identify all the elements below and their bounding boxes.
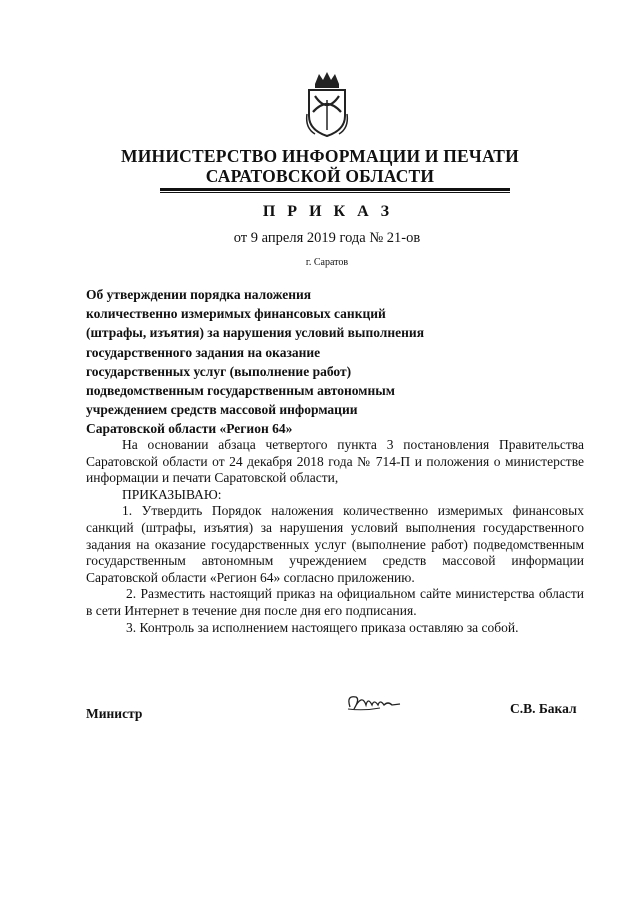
ministry-name-line1: МИНИСТЕРСТВО ИНФОРМАЦИИ И ПЕЧАТИ (121, 146, 519, 166)
subject-line: Саратовской области «Регион 64» (86, 421, 293, 437)
order-title: П Р И К А З (262, 203, 394, 220)
subject-line: количественно измеримых финансовых санкций (86, 306, 386, 322)
subject-line: подведомственным государственным автономным (86, 383, 395, 399)
order-item-1: 1. Утвердить Порядок наложения количественно измеримых финансовых санкций (штрафы, изъятия) за нарушения условий выполнения государственного задания на оказание государственных услуг (выполнение работ) подведомственным государственным автономным учреждением средств массовой информации Саратовской области «Регион 64» согласно приложению. (86, 503, 584, 585)
order-subject (86, 285, 506, 439)
signatory-position: Министр (86, 706, 143, 721)
header-divider-thin (160, 192, 510, 193)
order-item-2: 2. Разместить настоящий приказ на официальном сайте министерства области в сети Интернет в течение дня после дня его подписания. (86, 586, 584, 618)
subject-line: государственных услуг (выполнение работ) (86, 363, 352, 379)
order-date-number: от 9 апреля 2019 года № 21-ов (233, 230, 421, 246)
subject-line: учреждением средств массовой информации (86, 402, 358, 418)
order-body (86, 437, 584, 636)
basis-paragraph: На основании абзаца четвертого пункта 3 постановления Правительства Саратовской области от 24 декабря 2018 года № 714-П и положения о министерстве информации и печати Саратовской области, (86, 437, 584, 486)
handwritten-signature (344, 687, 404, 717)
order-word: ПРИКАЗЫВАЮ: (122, 486, 222, 502)
ministry-name-line2: САРАТОВСКОЙ ОБЛАСТИ (205, 166, 435, 186)
subject-line: государственного задания на оказание (86, 344, 321, 360)
saratov-coat-of-arms-icon (301, 70, 353, 140)
subject-line: Об утверждении порядка наложения (86, 287, 312, 302)
subject-line: (штрафы, изъятия) за нарушения условий выполнения (86, 325, 425, 341)
order-item-3: 3. Контроль за исполнением настоящего приказа оставляю за собой. (126, 619, 519, 635)
header-divider-thick (160, 188, 510, 191)
signatory-name: С.В. Бакал (510, 701, 577, 716)
order-city: г. Саратов (305, 257, 349, 268)
